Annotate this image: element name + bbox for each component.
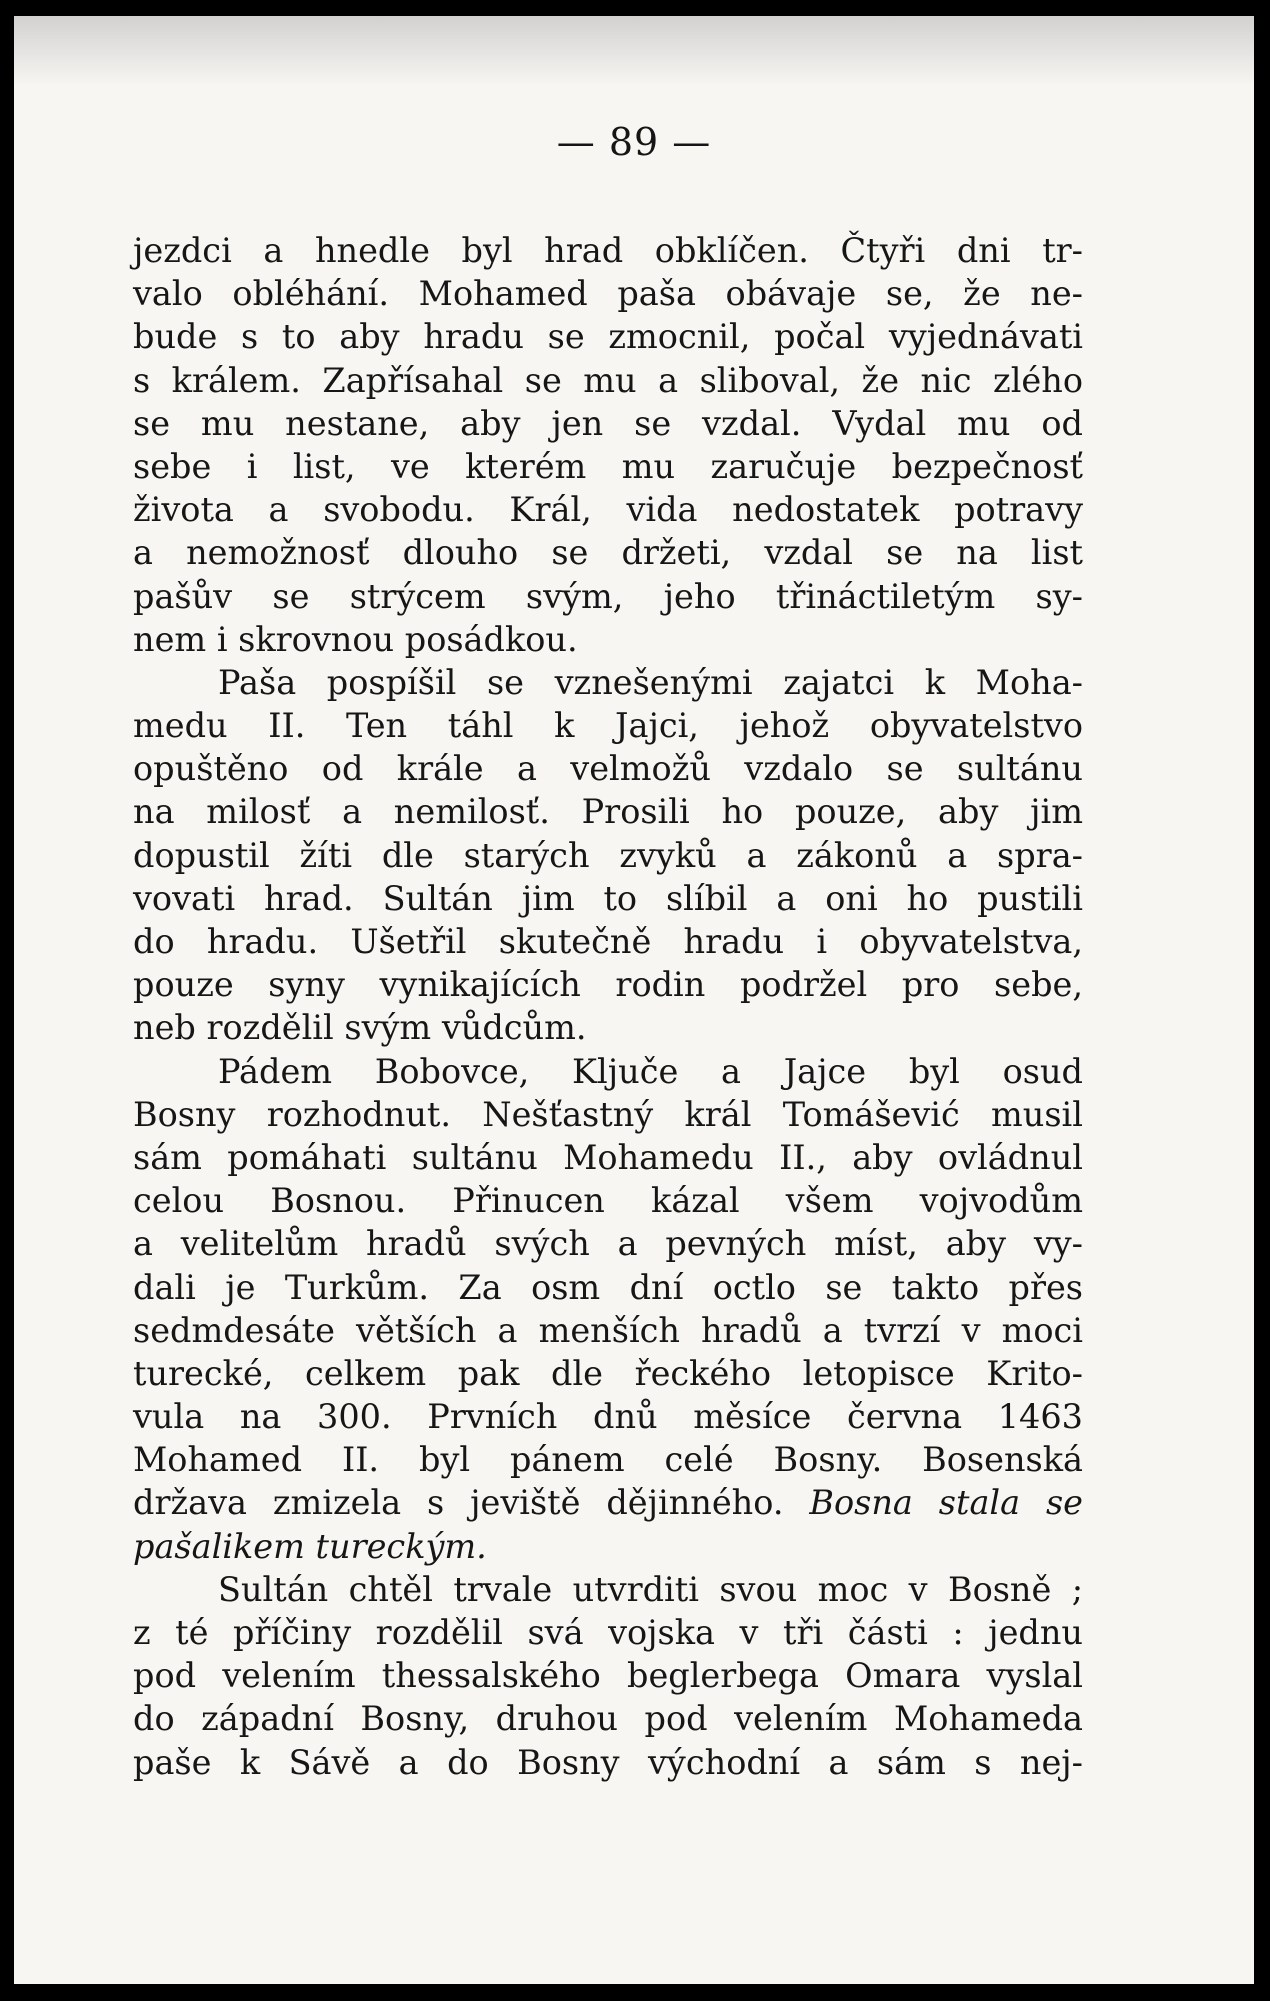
text-line: paše k Sávě a do Bosny východní a sám s nej-: [133, 1742, 1083, 1782]
text-line: z té příčiny rozdělil svá vojska v tři části : jednu: [133, 1613, 1083, 1652]
text-line: vovati hrad. Sultán jim to slíbil a oni ho pustili: [133, 878, 1083, 918]
text-line: pouze syny vynikajících rodin podržel pro sebe,: [133, 965, 1083, 1005]
text-line: nem i skrovnou posádkou.: [133, 619, 578, 659]
text-line: Paša pospíšil se vznešenými zajatci k Moha-: [218, 662, 1083, 702]
text-line-roman: država zmizela s jeviště dějinného.: [133, 1483, 784, 1523]
text-line: života a svobodu. Král, vida nedostatek potravy: [133, 490, 1083, 530]
text-line: pašův se strýcem svým, jeho třináctiletým sy-: [133, 576, 1083, 616]
text-line: dopustil žíti dle starých zvyků a zákonů a spra-: [133, 835, 1083, 875]
text-line: do hradu. Ušetřil skutečně hradu i obyvatelstva,: [133, 922, 1083, 961]
text-line: a velitelům hradů svých a pevných míst, aby vy-: [133, 1224, 1083, 1264]
text-line: Sultán chtěl trvale utvrditi svou moc v Bosně ;: [218, 1569, 1083, 1609]
text-line: Pádem Bobovce, Ključe a Jajce byl osud: [218, 1051, 1083, 1091]
italic-phrase: Bosna stala se: [809, 1483, 1083, 1523]
italic-phrase: pašalikem tureckým.: [133, 1526, 487, 1566]
text-line: jezdci a hnedle byl hrad obklíčen. Čtyři dni tr-: [133, 231, 1083, 270]
text-line: celou Bosnou. Přinucen kázal všem vojvodům: [133, 1181, 1083, 1221]
text-line: neb rozdělil svým vůdcům.: [133, 1008, 587, 1048]
text-line: bude s to aby hradu se zmocnil, počal vyjednávati: [133, 317, 1083, 357]
text-line: s králem. Zapřísahal se mu a sliboval, že nic zlého: [133, 360, 1083, 400]
page-number: — 89 —: [556, 120, 712, 164]
text-line: sám pomáhati sultánu Mohamedu II., aby ovládnul: [133, 1137, 1083, 1177]
text-line: [133, 1481, 1083, 1524]
text-line: do západní Bosny, druhou pod velením Mohameda: [133, 1699, 1083, 1739]
text-line: opuštěno od krále a velmožů vzdalo se sultánu: [133, 749, 1083, 789]
text-line: se mu nestane, aby jen se vzdal. Vydal mu od: [133, 403, 1083, 443]
text-line: turecké, celkem pak dle řeckého letopisce Krito-: [133, 1353, 1083, 1393]
text-line: Mohamed II. byl pánem celé Bosny. Bosenská: [133, 1440, 1083, 1480]
text-line: dali je Turkům. Za osm dní octlo se takto přes: [133, 1267, 1083, 1307]
text-line: na milosť a nemilosť. Prosili ho pouze, aby jim: [133, 792, 1083, 832]
text-line: sedmdesáte větších a menších hradů a tvrzí v moci: [133, 1310, 1083, 1350]
text-line: Bosny rozhodnut. Nešťastný král Tomášević musil: [133, 1094, 1083, 1134]
text-line: a nemožnosť dlouho se držeti, vzdal se na list: [133, 533, 1083, 573]
book-page: [14, 16, 1254, 1984]
text-line: [133, 1525, 1083, 1568]
text-line: pod velením thessalského beglerbega Omara vyslal: [133, 1656, 1083, 1696]
text-line: medu II. Ten táhl k Jajci, jehož obyvatelstvo: [133, 706, 1083, 746]
text-line: sebe i list, ve kterém mu zaručuje bezpečnosť: [133, 446, 1083, 486]
text-line: valo obléhání. Mohamed paša obávaje se, že ne-: [133, 274, 1083, 314]
text-line: vula na 300. Prvních dnů měsíce června 1463: [133, 1397, 1083, 1437]
body-text: [133, 229, 1083, 1784]
